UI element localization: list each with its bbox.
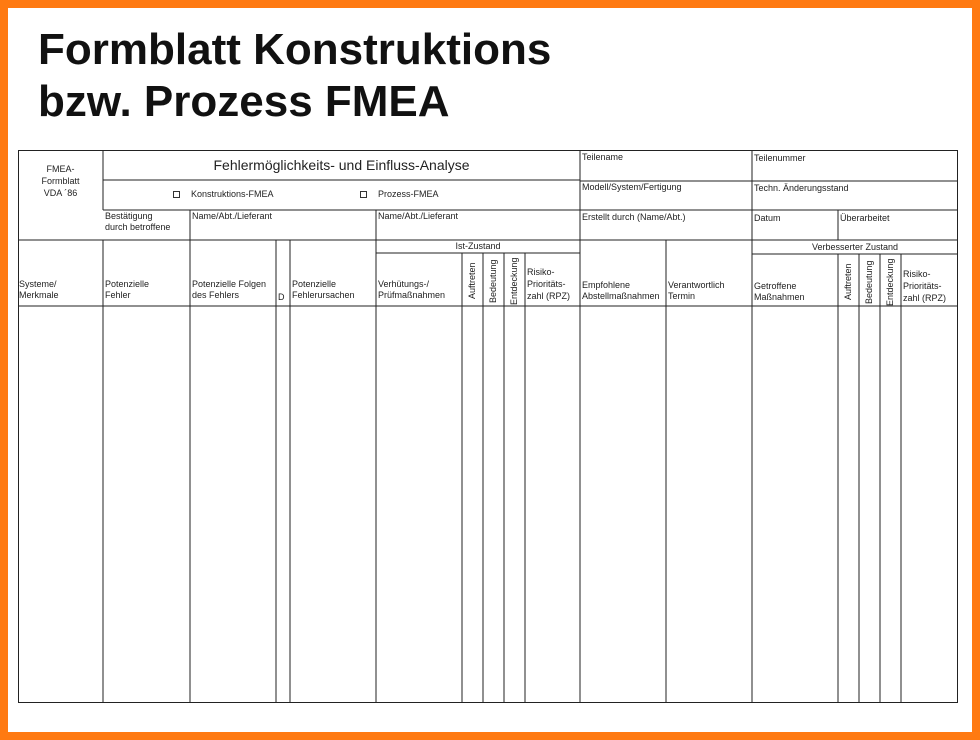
erstellt-label: Erstellt durch (Name/Abt.): [582, 212, 686, 222]
form-id-line1: FMEA-: [46, 164, 75, 174]
col-rpz2-1: Risiko-: [903, 269, 931, 279]
aenderungsstand-label: Techn. Änderungsstand: [754, 183, 849, 193]
col-auftreten: Auftreten: [467, 262, 477, 299]
col-d: D: [278, 292, 285, 302]
prozess-label: Prozess-FMEA: [378, 189, 439, 199]
col-verhuetung-1: Verhütungs-/: [378, 279, 430, 289]
form-id-line2: Formblatt: [41, 176, 80, 186]
col-ursachen-2: Fehlerursachen: [292, 290, 355, 300]
page-title: [38, 24, 551, 128]
col-fehler-1: Potenzielle: [105, 279, 150, 289]
col-ursachen-1: Potenzielle: [292, 279, 337, 289]
col-auftreten2: Auftreten: [843, 263, 853, 300]
col-getroffene-1: Getroffene: [754, 281, 797, 291]
col-rpz2-3: zahl (RPZ): [903, 293, 947, 303]
teilenummer-label: Teilenummer: [754, 153, 806, 163]
col-empfohlene-1: Empfohlene: [582, 280, 631, 290]
col-folgen-2: des Fehlers: [192, 290, 240, 300]
teilename-label: Teilename: [582, 152, 624, 162]
col-rpz-3: zahl (RPZ): [527, 291, 571, 301]
bestaetigung-line1: Bestätigung: [105, 211, 153, 221]
col-systeme-1: Systeme/: [19, 279, 57, 289]
col-rpz-2: Prioritäts-: [527, 279, 566, 289]
col-bedeutung2: Bedeutung: [864, 260, 874, 304]
name-abt-lieferant-2: Name/Abt./Lieferant: [378, 211, 459, 221]
col-verantwortlich-1: Verantwortlich: [668, 280, 725, 290]
col-rpz-1: Risiko-: [527, 267, 555, 277]
col-folgen-1: Potenzielle Folgen: [192, 279, 267, 289]
col-verantwortlich-2: Termin: [668, 291, 696, 301]
prozess-checkbox[interactable]: [360, 191, 367, 198]
col-empfohlene-2: Abstellmaßnahmen: [582, 291, 660, 301]
col-getroffene-2: Maßnahmen: [754, 292, 805, 302]
verbesserter-zustand-label: Verbesserter Zustand: [811, 242, 899, 252]
fmea-form: [18, 150, 958, 703]
col-fehler-2: Fehler: [105, 290, 131, 300]
col-verhuetung-2: Prüfmaßnahmen: [378, 290, 446, 300]
konstruktions-checkbox[interactable]: [173, 191, 180, 198]
datum-label: Datum: [754, 213, 781, 223]
ist-zustand-label: Ist-Zustand: [455, 241, 501, 251]
bestaetigung-line2: durch betroffene: [105, 222, 171, 232]
col-entdeckung: Entdeckung: [509, 257, 519, 305]
modell-label: Modell/System/Fertigung: [582, 182, 682, 192]
col-systeme-2: Merkmale: [19, 290, 59, 300]
name-abt-lieferant-1: Name/Abt./Lieferant: [192, 211, 273, 221]
page-title-line1: Formblatt Konstruktions: [38, 25, 552, 74]
form-id-line3: VDA ´86: [43, 188, 78, 198]
col-entdeckung2: Entdeckung: [885, 258, 895, 306]
form-main-title: Fehlermöglichkeits- und Einfluss-Analyse: [213, 157, 470, 173]
konstruktions-label: Konstruktions-FMEA: [191, 189, 274, 199]
page-title-line2: bzw. Prozess FMEA: [38, 77, 450, 126]
ueberarbeitet-label: Überarbeitet: [840, 213, 890, 223]
col-rpz2-2: Prioritäts-: [903, 281, 942, 291]
col-bedeutung: Bedeutung: [488, 259, 498, 303]
